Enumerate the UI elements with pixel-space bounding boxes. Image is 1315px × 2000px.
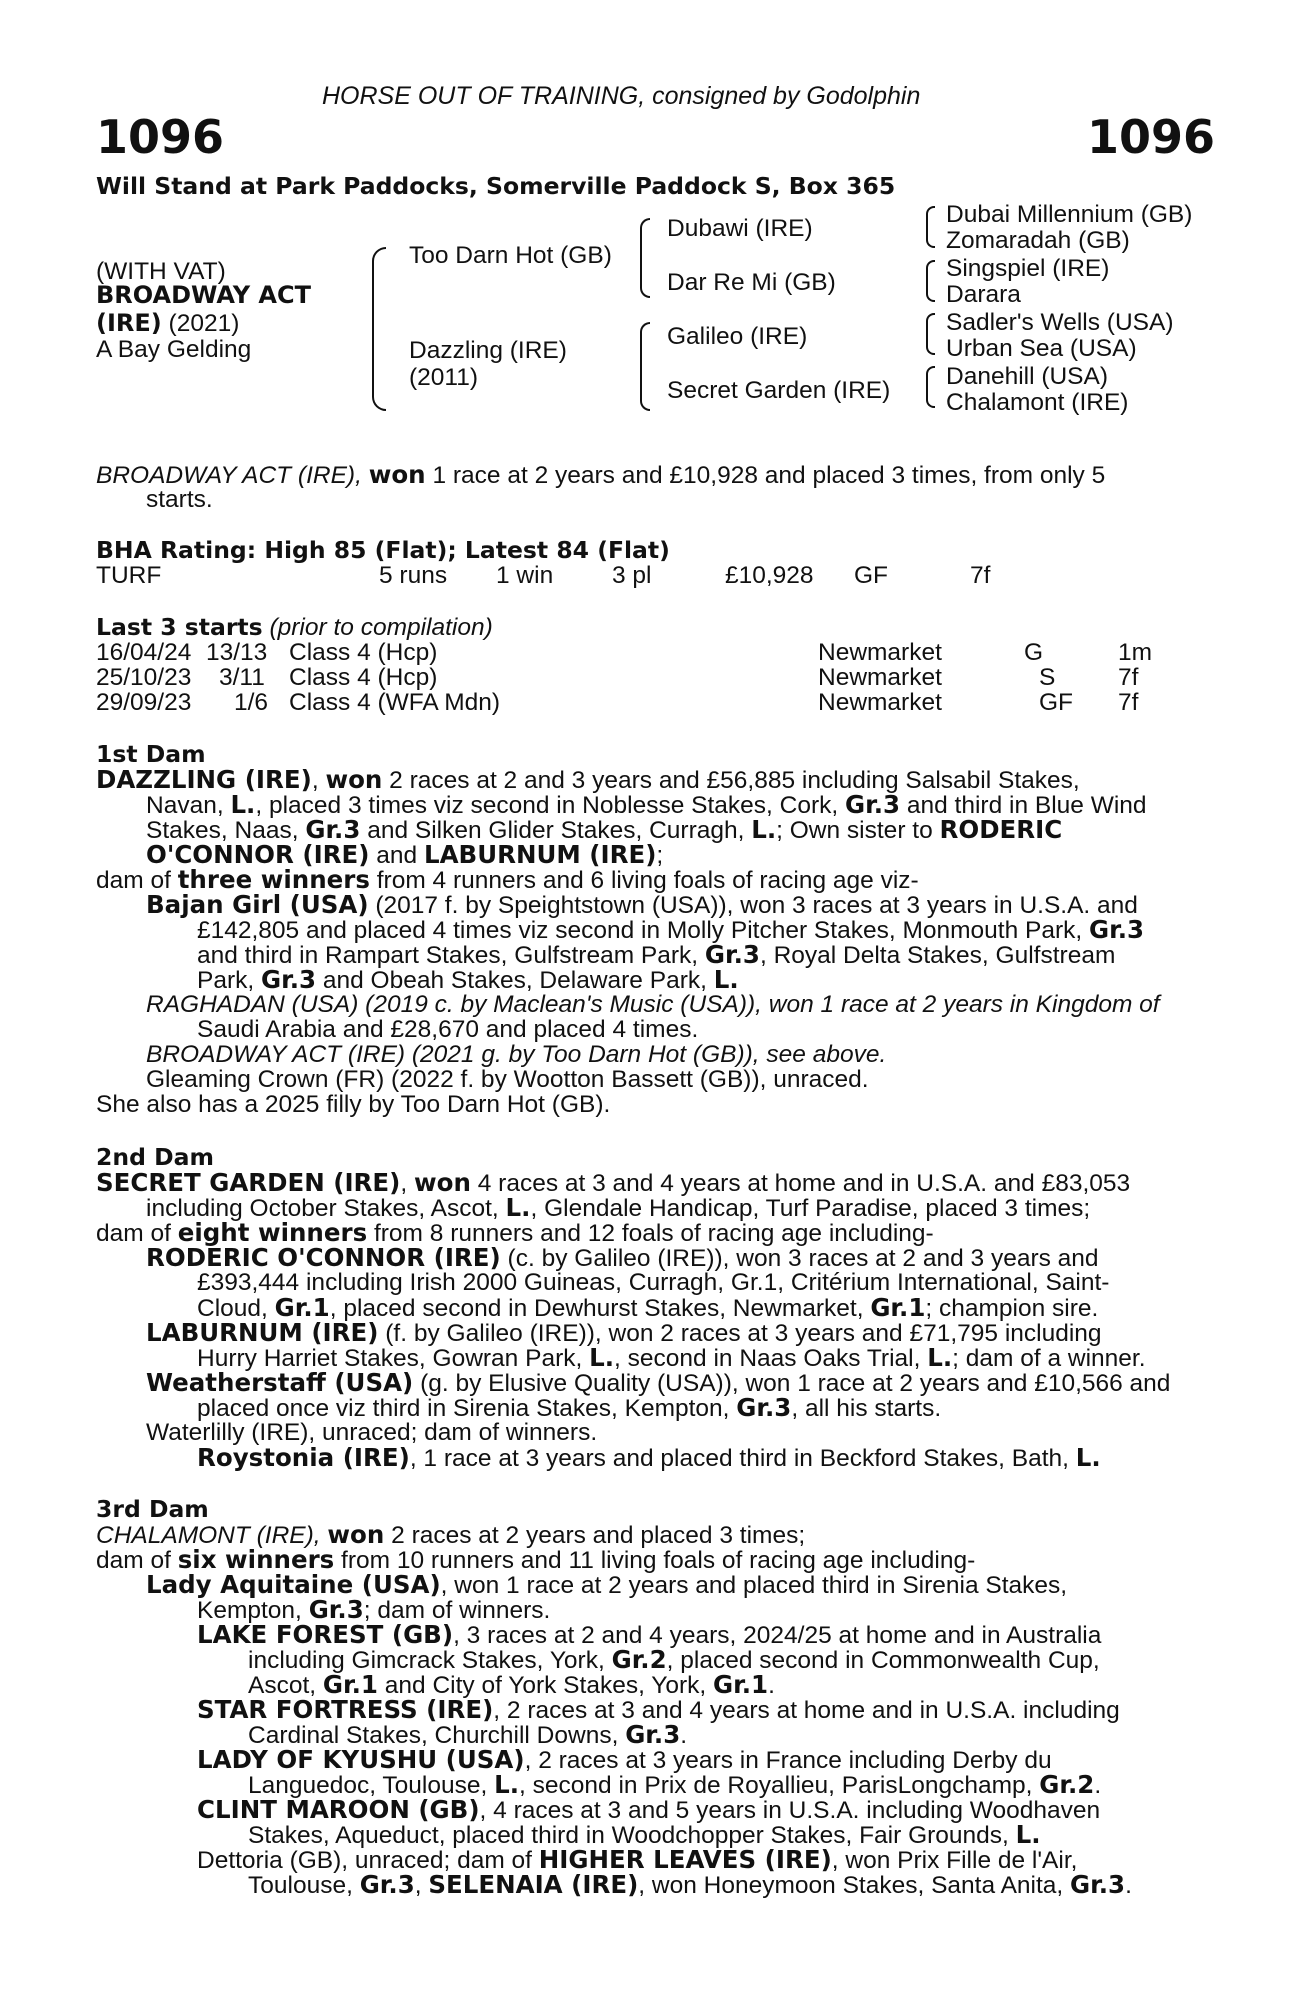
first-dam-heading: 1st Dam bbox=[96, 740, 206, 768]
rating-surface: TURF bbox=[96, 562, 162, 589]
text: 2 races at 2 and 3 years and £56,885 including Salsabil Stakes, bbox=[382, 767, 1080, 794]
text: Cloud, bbox=[197, 1295, 275, 1322]
text: . bbox=[680, 1722, 688, 1749]
start-distance: 7f bbox=[1118, 664, 1139, 691]
grade: Gr.3 bbox=[359, 1870, 415, 1899]
horse-name: BROADWAY ACT bbox=[96, 281, 311, 309]
second-dam-heading: 2nd Dam bbox=[96, 1143, 214, 1171]
text: including Gimcrack Stakes, York, bbox=[248, 1647, 612, 1674]
start-date: 25/10/23 bbox=[96, 664, 192, 691]
text: , 1 race at 3 years and placed third in Beckford Stakes, Bath, bbox=[409, 1445, 1076, 1472]
text: , second in Naas Oaks Trial, bbox=[614, 1345, 928, 1372]
grade: L. bbox=[713, 965, 739, 994]
last-starts-title: Last 3 starts bbox=[96, 613, 263, 641]
horse-name: LADY OF KYUSHU (USA) bbox=[197, 1745, 525, 1774]
second-dam-line bbox=[146, 1370, 1170, 1397]
horse-name: SELENAIA (IRE) bbox=[428, 1870, 639, 1899]
horse-name: Bajan Girl (USA) bbox=[146, 890, 369, 919]
grade: Gr.3 bbox=[308, 1595, 364, 1624]
text: £142,805 and placed 4 times viz second in Molly Pitcher Stakes, Monmouth Park, bbox=[197, 917, 1089, 944]
dam-name: DAZZLING (IRE) bbox=[96, 765, 312, 794]
text: dam of bbox=[96, 1547, 178, 1574]
third-dam-line bbox=[197, 1797, 1100, 1824]
text: from 4 runners and 6 living foals of racing age viz- bbox=[369, 867, 919, 894]
text: , 4 races at 3 and 5 years in U.S.A. including Woodhaven bbox=[479, 1797, 1101, 1824]
first-dam-line: Saudi Arabia and £28,670 and placed 4 times. bbox=[197, 1016, 699, 1043]
text: from 10 runners and 11 living foals of racing age including- bbox=[334, 1547, 976, 1574]
second-dam-line: Waterlilly (IRE), unraced; dam of winners. bbox=[146, 1419, 598, 1446]
horse-name: CLINT MAROON (GB) bbox=[197, 1795, 480, 1824]
text: , Royal Delta Stakes, Gulfstream bbox=[759, 942, 1116, 969]
grade: Gr.1 bbox=[322, 1670, 378, 1699]
vat-note: (WITH VAT) bbox=[96, 258, 226, 285]
grade: Gr.3 bbox=[845, 790, 901, 819]
text: , bbox=[311, 767, 326, 794]
second-dam-line bbox=[96, 1170, 1130, 1197]
start-date: 29/09/23 bbox=[96, 689, 192, 716]
pedigree-g1: Dubai Millennium (GB) bbox=[946, 201, 1193, 228]
grade: Gr.3 bbox=[261, 965, 317, 994]
last-starts-note: (prior to compilation) bbox=[262, 614, 493, 641]
pedigree-dam-dam: Secret Garden (IRE) bbox=[667, 377, 891, 404]
winners-count: eight winners bbox=[177, 1218, 368, 1247]
start-position: 3/11 bbox=[219, 664, 265, 691]
pedigree-sire: Too Darn Hot (GB) bbox=[409, 242, 612, 269]
text: , won Prix Fille de l'Air, bbox=[831, 1847, 1078, 1874]
text: and third in Rampart Stakes, Gulfstream Park, bbox=[197, 942, 705, 969]
first-dam-line bbox=[197, 917, 1144, 944]
pedigree-g3: Singspiel (IRE) bbox=[946, 255, 1110, 282]
start-date: 16/04/24 bbox=[96, 639, 192, 666]
pedigree-brace-g3 bbox=[926, 313, 935, 355]
text: and Obeah Stakes, Delaware Park, bbox=[316, 967, 714, 994]
grade: Gr.3 bbox=[1089, 915, 1145, 944]
summary-line-2: starts. bbox=[146, 486, 213, 513]
start-class: Class 4 (Hcp) bbox=[289, 664, 438, 691]
dam-name: SECRET GARDEN (IRE) bbox=[96, 1168, 401, 1197]
horse-name-line2 bbox=[96, 311, 239, 337]
text: 2 races at 2 years and placed 3 times; bbox=[384, 1522, 806, 1549]
third-dam-heading: 3rd Dam bbox=[96, 1495, 209, 1523]
grade: L. bbox=[751, 815, 777, 844]
horse-name: LABURNUM (IRE) bbox=[146, 1318, 379, 1347]
grade: Gr.3 bbox=[625, 1720, 681, 1749]
text: (g. by Elusive Quality (USA)), won 1 race at 2 years and £10,566 and bbox=[413, 1370, 1171, 1397]
text: (2017 f. by Speightstown (USA)), won 3 races at 3 years in U.S.A. and bbox=[368, 892, 1138, 919]
text: (c. by Galileo (IRE)), won 3 races at 2 and 3 years and bbox=[500, 1245, 1099, 1272]
text: , 3 races at 2 and 4 years, 2024/25 at home and in Australia bbox=[453, 1622, 1102, 1649]
text: including October Stakes, Ascot, bbox=[146, 1195, 506, 1222]
summary-line bbox=[96, 462, 1203, 489]
text: ; dam of a winner. bbox=[952, 1345, 1146, 1372]
first-dam-line bbox=[197, 967, 739, 994]
text: Cardinal Stakes, Churchill Downs, bbox=[248, 1722, 626, 1749]
first-dam-line: She also has a 2025 filly by Too Darn Hot (GB). bbox=[96, 1091, 611, 1118]
pedigree-brace-main bbox=[372, 247, 386, 411]
second-dam-line: £393,444 including Irish 2000 Guineas, Curragh, Gr.1, Critérium International, Saint- bbox=[197, 1269, 1110, 1296]
horse-name: LABURNUM (IRE) bbox=[423, 840, 657, 869]
text: dam of bbox=[96, 867, 178, 894]
won-label: won bbox=[327, 1520, 385, 1549]
pedigree-g4: Darara bbox=[946, 281, 1021, 308]
start-position: 13/13 bbox=[206, 639, 268, 666]
horse-name: RODERIC bbox=[939, 815, 1063, 844]
first-dam-line: RAGHADAN (USA) (2019 c. by Maclean's Music (USA)), won 1 race at 2 years in Kingdom of bbox=[146, 991, 1160, 1018]
text: placed once viz third in Sirenia Stakes, Kempton, bbox=[197, 1395, 737, 1422]
horse-name: Lady Aquitaine (USA) bbox=[146, 1570, 441, 1599]
pedigree-g2: Zomaradah (GB) bbox=[946, 227, 1130, 254]
bha-rating: BHA Rating: High 85 (Flat); Latest 84 (Flat) bbox=[96, 536, 670, 564]
text: Kempton, bbox=[197, 1597, 309, 1624]
grade: Gr.2 bbox=[611, 1645, 667, 1674]
start-distance: 1m bbox=[1118, 639, 1153, 666]
horse-name: HIGHER LEAVES (IRE) bbox=[538, 1845, 832, 1874]
grade: L. bbox=[230, 790, 256, 819]
pedigree-brace-g1 bbox=[926, 206, 935, 248]
pedigree-g6: Urban Sea (USA) bbox=[946, 335, 1137, 362]
text: , placed second in Dewhurst Stakes, Newmarket, bbox=[329, 1295, 871, 1322]
text: . bbox=[768, 1672, 775, 1699]
text: ; dam of winners. bbox=[363, 1597, 551, 1624]
start-class: Class 4 (Hcp) bbox=[289, 639, 438, 666]
text: ; bbox=[656, 842, 664, 869]
summary-horse-name: BROADWAY ACT (IRE), bbox=[96, 462, 362, 489]
horse-name: RODERIC O'CONNOR (IRE) bbox=[146, 1243, 501, 1272]
start-course: Newmarket bbox=[818, 664, 942, 691]
first-dam-line bbox=[146, 892, 1138, 919]
summary-won: won bbox=[368, 460, 426, 489]
text: , won 1 race at 2 years and placed third in Sirenia Stakes, bbox=[440, 1572, 1068, 1599]
rating-earnings: £10,928 bbox=[725, 562, 814, 589]
rating-wins: 1 win bbox=[496, 562, 554, 589]
pedigree-g8: Chalamont (IRE) bbox=[946, 389, 1129, 416]
consignment-note: HORSE OUT OF TRAINING, consigned by Godolphin bbox=[322, 82, 921, 110]
grade: Gr.2 bbox=[1039, 1770, 1095, 1799]
text: and Silken Glider Stakes, Curragh, bbox=[360, 817, 752, 844]
text: . bbox=[1125, 1872, 1132, 1899]
start-position: 1/6 bbox=[234, 689, 269, 716]
dam-name: CHALAMONT (IRE), bbox=[96, 1522, 328, 1549]
grade: L. bbox=[1075, 1443, 1101, 1472]
start-going: GF bbox=[1039, 689, 1074, 716]
grade: Gr.1 bbox=[713, 1670, 769, 1699]
grade: Gr.3 bbox=[704, 940, 760, 969]
second-dam-line bbox=[197, 1445, 1101, 1472]
text: Toulouse, bbox=[248, 1872, 360, 1899]
grade: Gr.1 bbox=[274, 1293, 330, 1322]
pedigree-brace-g4 bbox=[926, 366, 935, 408]
pedigree-brace-dam bbox=[640, 322, 650, 411]
start-distance: 7f bbox=[1118, 689, 1139, 716]
rating-going: GF bbox=[854, 562, 889, 589]
grade: L. bbox=[494, 1770, 520, 1799]
grade: L. bbox=[927, 1343, 953, 1372]
pedigree-brace-sire bbox=[640, 218, 650, 298]
text: and bbox=[369, 842, 424, 869]
third-dam-line bbox=[197, 1747, 1052, 1774]
text: , second in Prix de Royallieu, ParisLongchamp, bbox=[519, 1772, 1040, 1799]
text: Dettoria (GB), unraced; dam of bbox=[197, 1847, 539, 1874]
second-dam-line bbox=[197, 1395, 941, 1422]
stabling-location: Will Stand at Park Paddocks, Somerville Paddock S, Box 365 bbox=[96, 172, 896, 200]
grade: L. bbox=[589, 1343, 615, 1372]
text: , bbox=[414, 1872, 429, 1899]
lot-number-left: 1096 bbox=[96, 110, 225, 164]
rating-distance: 7f bbox=[970, 562, 991, 589]
horse-name: LAKE FOREST (GB) bbox=[197, 1620, 454, 1649]
text: , placed 3 times viz second in Noblesse Stakes, Cork, bbox=[255, 792, 845, 819]
horse-name: Roystonia (IRE) bbox=[197, 1443, 410, 1472]
horse-year: (2021) bbox=[161, 310, 240, 337]
text: , Glendale Handicap, Turf Paradise, placed 3 times; bbox=[530, 1195, 1091, 1222]
pedigree-sire-dam: Dar Re Mi (GB) bbox=[667, 269, 836, 296]
text: , placed second in Commonwealth Cup, bbox=[666, 1647, 1100, 1674]
text: (f. by Galileo (IRE)), won 2 races at 3 years and £71,795 including bbox=[378, 1320, 1102, 1347]
text: and third in Blue Wind bbox=[900, 792, 1147, 819]
rating-placed: 3 pl bbox=[612, 562, 652, 589]
second-dam-line bbox=[146, 1320, 1102, 1347]
start-course: Newmarket bbox=[818, 689, 942, 716]
third-dam-line bbox=[248, 1872, 1132, 1899]
grade: Gr.3 bbox=[305, 815, 361, 844]
first-dam-line bbox=[197, 942, 1115, 969]
text: Hurry Harriet Stakes, Gowran Park, bbox=[197, 1345, 590, 1372]
text: ; Own sister to bbox=[776, 817, 940, 844]
text: . bbox=[1094, 1772, 1102, 1799]
horse-description: A Bay Gelding bbox=[96, 336, 252, 363]
pedigree-brace-g2 bbox=[926, 260, 935, 302]
horse-name: STAR FORTRESS (IRE) bbox=[197, 1695, 494, 1724]
grade: L. bbox=[505, 1193, 531, 1222]
rating-runs: 5 runs bbox=[379, 562, 448, 589]
grade: Gr.3 bbox=[736, 1393, 792, 1422]
horse-country: (IRE) bbox=[96, 309, 162, 337]
text: , won Honeymoon Stakes, Santa Anita, bbox=[638, 1872, 1071, 1899]
summary-text: 1 race at 2 years and £10,928 and placed 3 times, from only 5 bbox=[425, 462, 1106, 489]
last-starts-heading bbox=[96, 615, 493, 641]
pedigree-dam-year: (2011) bbox=[409, 364, 479, 391]
text: , 2 races at 3 and 4 years at home and in U.S.A. including bbox=[493, 1697, 1120, 1724]
pedigree-g5: Sadler's Wells (USA) bbox=[946, 309, 1174, 336]
pedigree-dam: Dazzling (IRE) bbox=[409, 337, 567, 364]
pedigree-sire-sire: Dubawi (IRE) bbox=[667, 215, 813, 242]
horse-name: O'CONNOR (IRE) bbox=[146, 840, 370, 869]
first-dam-line: BROADWAY ACT (IRE) (2021 g. by Too Darn Hot (GB)), see above. bbox=[146, 1041, 887, 1068]
text: Languedoc, Toulouse, bbox=[248, 1772, 495, 1799]
lot-number-right: 1096 bbox=[1087, 110, 1216, 164]
grade: L. bbox=[1015, 1820, 1041, 1849]
text: from 8 runners and 12 foals of racing age including- bbox=[367, 1220, 934, 1247]
start-going: S bbox=[1039, 664, 1056, 691]
text: ; champion sire. bbox=[925, 1295, 1099, 1322]
pedigree-g7: Danehill (USA) bbox=[946, 363, 1109, 390]
first-dam-line: Gleaming Crown (FR) (2022 f. by Wootton Bassett (GB)), unraced. bbox=[146, 1066, 869, 1093]
text: Stakes, Aqueduct, placed third in Woodchopper Stakes, Fair Grounds, bbox=[248, 1822, 1016, 1849]
text: Navan, bbox=[146, 792, 231, 819]
won-label: won bbox=[325, 765, 383, 794]
grade: Gr.3 bbox=[1070, 1870, 1126, 1899]
grade: Gr.1 bbox=[870, 1293, 926, 1322]
text: , 2 races at 3 years in France including Derby du bbox=[524, 1747, 1052, 1774]
text: dam of bbox=[96, 1220, 178, 1247]
text: , bbox=[400, 1170, 414, 1197]
winners-count: three winners bbox=[177, 865, 370, 894]
text: Ascot, bbox=[248, 1672, 323, 1699]
start-class: Class 4 (WFA Mdn) bbox=[289, 689, 501, 716]
third-dam-line bbox=[146, 1572, 1067, 1599]
winners-count: six winners bbox=[177, 1545, 335, 1574]
pedigree-dam-sire: Galileo (IRE) bbox=[667, 323, 808, 350]
text: Park, bbox=[197, 967, 261, 994]
text: , all his starts. bbox=[791, 1395, 942, 1422]
start-going: G bbox=[1024, 639, 1044, 666]
text: Stakes, Naas, bbox=[146, 817, 306, 844]
text: 4 races at 3 and 4 years at home and in U.S.A. and £83,053 bbox=[470, 1170, 1131, 1197]
text: and City of York Stakes, York, bbox=[377, 1672, 713, 1699]
second-dam-line bbox=[146, 1245, 1099, 1272]
won-label: won bbox=[414, 1168, 471, 1197]
horse-name: Weatherstaff (USA) bbox=[146, 1368, 414, 1397]
start-course: Newmarket bbox=[818, 639, 942, 666]
